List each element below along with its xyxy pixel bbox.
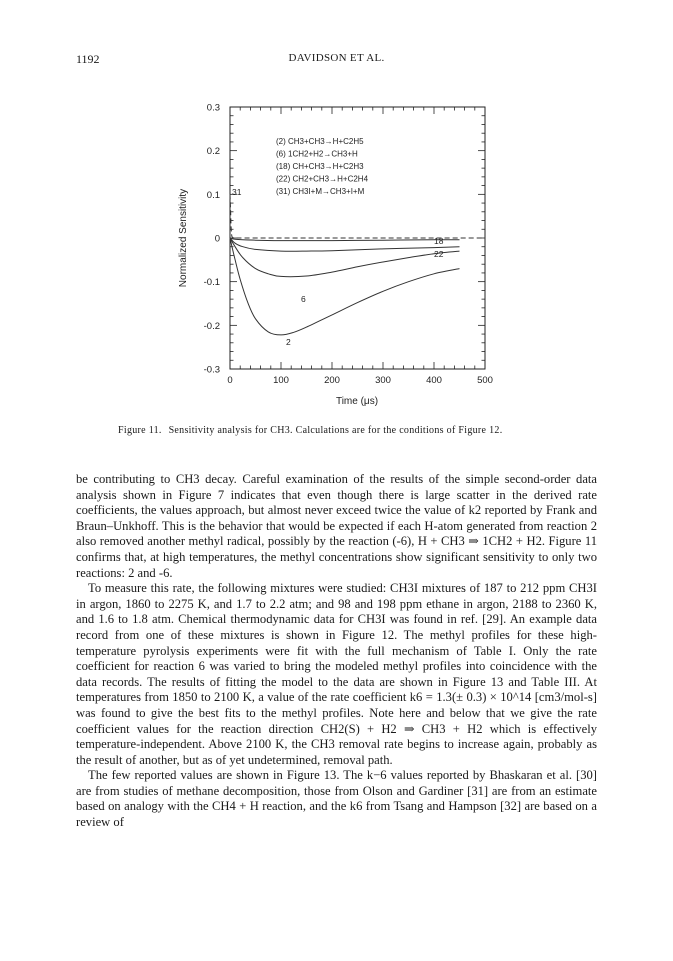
series-line-31 bbox=[230, 194, 485, 238]
caption-label: Figure 11. bbox=[118, 425, 162, 436]
page-number: 1192 bbox=[76, 52, 100, 66]
legend-entry: (31) CH3I+M→CH3+I+M bbox=[276, 187, 365, 196]
running-head: DAVIDSON ET AL. bbox=[288, 52, 385, 64]
x-tick-label: 300 bbox=[375, 375, 391, 386]
y-tick-label: 0.2 bbox=[206, 146, 220, 158]
series-line-2 bbox=[230, 238, 460, 335]
series-line-6 bbox=[230, 238, 460, 277]
curve-label: 6 bbox=[301, 294, 306, 304]
x-axis-label: Time (μs) bbox=[335, 396, 379, 407]
body-text bbox=[76, 472, 597, 831]
x-tick-label: 400 bbox=[426, 375, 442, 386]
legend-entry: (6) 1CH2+H2→CH3+H bbox=[276, 149, 358, 159]
legend-entry: (18) CH+CH3→H+C2H3 bbox=[276, 162, 364, 171]
y-tick-label: 0.3 bbox=[206, 102, 220, 114]
curve-label: 22 bbox=[434, 249, 444, 259]
paragraph-3: The few reported values are shown in Figure 13. The k−6 values reported by Bhaskaran et al. [30] are from studies of methane decomposition, those from Olson and Gardiner [31] are from an estimate based on analogy with the CH4 + H reaction, and the k6 from Tsang and Hampson [32] are based on a review of bbox=[76, 768, 597, 830]
paragraph-1: be contributing to CH3 decay. Careful examination of the results of the simple second-order data analysis shown in Figure 7 indicates that even though there is large scatter in the derived rate coefficients, the values approach, but almost never exceed twice the value of k2 reported by Frank and Braun–Unkhoff. This is the behavior that would be expected if each H-atom generated from reaction 2 also removed another methyl radical, possibly by the reaction (-6), H + CH3 ⇒ 1CH2 + H2. Figure 11 confirms that, at high temperatures, the methyl concentrations show significant sensitivity to only two reactions: 2 and -6. bbox=[76, 472, 597, 580]
y-tick-label: -0.3 bbox=[203, 364, 220, 376]
legend-entry: (22) CH2+CH3→H+C2H4 bbox=[276, 174, 369, 184]
curve-label: 31 bbox=[232, 187, 242, 197]
series-layer bbox=[230, 194, 485, 335]
x-tick-label: 0 bbox=[227, 375, 233, 386]
y-axis-label: Normalized Sensitivity bbox=[178, 188, 189, 288]
x-tick-label: 200 bbox=[324, 375, 340, 386]
y-tick-label: 0 bbox=[214, 233, 220, 245]
y-tick-label: 0.1 bbox=[206, 189, 220, 201]
paragraph-2: To measure this rate, the following mixtures were studied: CH3I mixtures of 187 to 212 ppm CH3I in argon, 1860 to 2275 K, and 1.7 to 2.2 atm; and 98 and 198 ppm ethane in argon, 2188 to 2360 K, and 1.6 to 1.8 atm. Chemical thermodynamic data for CH3I was found in ref. [29]. An example data record from one of these mixtures is shown in Figure 12. The methyl profiles for these high-temperature pyrolysis experiments were fit with the full mechanism of Table I. Only the rate coefficient for reaction 6 was varied to bring the modeled methyl profiles into coincidence with the data records. The results of fitting the model to the data are shown in Figure 13 and Table III. At temperatures from 1850 to 2100 K, a value of the rate coefficient k6 = 1.3(± 0.3) × 10^14 [cm3/mol-s] was found to give the best fits to the methyl profiles. Note here and below that we give the rate coefficient values for the reaction direction CH2(S) + H2 ⇒ CH3 + H2 which is effectively temperature-independent. Above 2100 K, the CH3 removal rate begins to increase again, probably as the result of another, but as of yet undetermined, removal path. bbox=[76, 581, 597, 767]
caption-text: Sensitivity analysis for CH3. Calculations are for the conditions of Figure 12. bbox=[168, 425, 503, 436]
curve-label: 18 bbox=[434, 236, 444, 246]
x-tick-label: 100 bbox=[273, 375, 289, 386]
curve-labels bbox=[232, 187, 444, 347]
chart-legend bbox=[276, 137, 369, 196]
sensitivity-figure bbox=[0, 0, 673, 420]
x-tick-label: 500 bbox=[477, 375, 493, 386]
y-tick-label: -0.1 bbox=[203, 277, 220, 289]
y-tick-label: -0.2 bbox=[203, 320, 220, 332]
legend-entry: (2) CH3+CH3→H+C2H5 bbox=[276, 137, 364, 146]
curve-label: 2 bbox=[286, 337, 291, 347]
figure-caption bbox=[118, 424, 558, 437]
